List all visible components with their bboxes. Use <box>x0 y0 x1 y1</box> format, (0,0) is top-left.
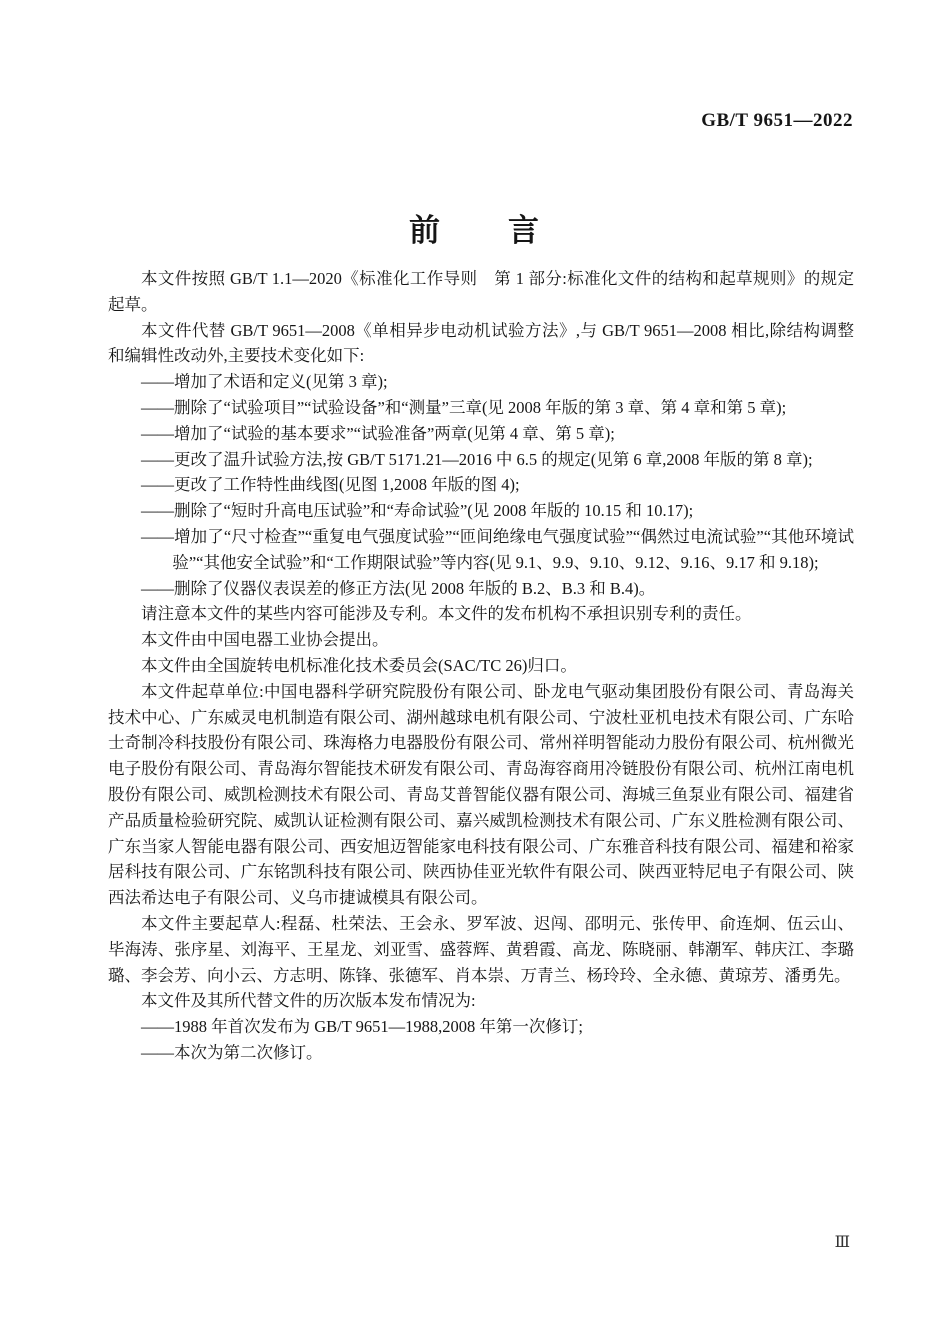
paragraph: 本文件及其所代替文件的历次版本发布情况为: <box>141 991 476 1011</box>
paragraph: ——1988 年首次发布为 GB/T 9651—1988,2008 年第一次修订; <box>141 1017 583 1037</box>
paragraph: 本文件由中国电器工业协会提出。 <box>141 630 389 650</box>
paragraph: 本文件按照 GB/T 1.1—2020《标准化工作导则 第 1 部分:标准化文件的结构和起草规则》的规定起草。 <box>108 269 854 314</box>
page-number: Ⅲ <box>834 1234 850 1251</box>
paragraph: ——增加了“试验的基本要求”“试验准备”两章(见第 4 章、第 5 章); <box>141 423 615 443</box>
paragraph: 本文件代替 GB/T 9651—2008《单相异步电动机试验方法》,与 GB/T 9651—2008 相比,除结构调整和编辑性改动外,主要技术变化如下: <box>108 320 854 366</box>
page-title: 前 言 <box>409 212 541 248</box>
paragraph: ——更改了温升试验方法,按 GB/T 5171.21—2016 中 6.5 的规定(见第 6 章,2008 年版的第 8 章); <box>141 449 813 469</box>
paragraph: ——更改了工作特性曲线图(见图 1,2008 年版的图 4); <box>141 475 520 495</box>
paragraph: 本文件起草单位:中国电器科学研究院股份有限公司、卧龙电气驱动集团股份有限公司、青岛海关技术中心、广东威灵电机制造有限公司、湖州越球电机有限公司、宁波杜亚机电技术有限公司、广东哈士奇制冷科技股份有限公司、珠海格力电器股份有限公司、常州祥明智能动力股份有限公司、杭州微光电子股份有限公司、青岛海尔智能技术研发有限公司、青岛海容商用冷链股份有限公司、杭州江南电机股份有限公司、威凯检测技术有限公司、青岛艾普智能仪器有限公司、海城三鱼泵业有限公司、福建省产品质量检验研究院、威凯认证检测有限公司、嘉兴威凯检测技术有限公司、广东义胜检测有限公司、广东当家人智能电器有限公司、西安旭迈智能家电科技有限公司、广东雅音科技有限公司、福建和裕家居科技有限公司、广东铭凯科技有限公司、陕西协佳亚光软件有限公司、陕西亚特尼电子有限公司、陕西法希达电子有限公司、义乌市捷诚模具有限公司。 <box>108 681 854 908</box>
paragraph: ——增加了术语和定义(见第 3 章); <box>141 372 388 392</box>
paragraph: ——删除了仪器仪表误差的修正方法(见 2008 年版的 B.2、B.3 和 B.4)。 <box>141 578 656 598</box>
paragraph: 本文件主要起草人:程磊、杜荣法、王会永、罗军波、迟闯、邵明元、张传甲、俞连炯、伍云山、毕海涛、张序星、刘海平、王星龙、刘亚雪、盛蓉辉、黄碧霞、高龙、陈晓丽、韩潮军、韩庆江、李璐璐、李会芳、向小云、方志明、陈锋、张德军、肖本崇、万青兰、杨玲玲、全永德、黄琼芳、潘勇先。 <box>108 913 854 985</box>
paragraph: ——删除了“试验项目”“试验设备”和“测量”三章(见 2008 年版的第 3 章、第 4 章和第 5 章); <box>141 397 787 417</box>
paragraph: ——本次为第二次修订。 <box>141 1042 323 1062</box>
paragraph: 本文件由全国旋转电机标准化技术委员会(SAC/TC 26)归口。 <box>141 655 577 675</box>
paragraph: ——增加了“尺寸检查”“重复电气强度试验”“匝间绝缘电气强度试验”“偶然过电流试验”“其他环境试验”“其他安全试验”和“工作期限试验”等内容(见 9.1、9.9、9.10、9.12、9.16、9.17 和 9.18); <box>141 526 854 572</box>
paragraph: ——删除了“短时升高电压试验”和“寿命试验”(见 2008 年版的 10.15 和 10.17); <box>141 501 694 521</box>
paragraph: 请注意本文件的某些内容可能涉及专利。本文件的发布机构不承担识别专利的责任。 <box>141 604 752 624</box>
standard-number: GB/T 9651—2022 <box>701 110 853 131</box>
foreword-body <box>108 266 854 1066</box>
